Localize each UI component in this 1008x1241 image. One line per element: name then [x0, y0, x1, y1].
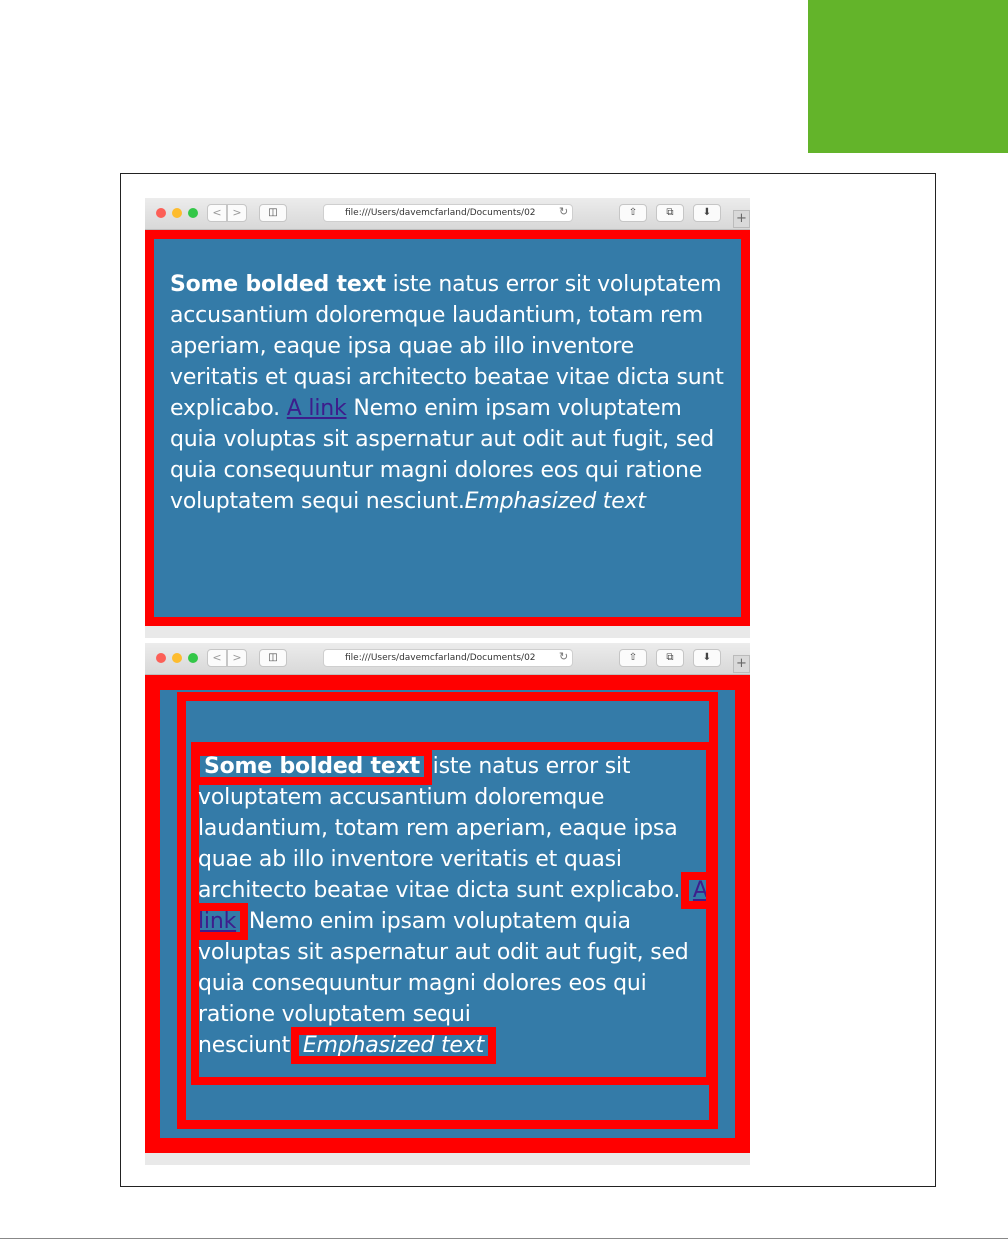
paragraph [170, 269, 725, 517]
minimize-window-icon[interactable] [172, 208, 182, 218]
close-window-icon[interactable] [156, 653, 166, 663]
tab-overview-icon[interactable]: ⧉ [656, 204, 684, 222]
chapter-tab [808, 0, 1008, 153]
body-text-1: iste natus error sit voluptatem accusantium doloremque laudantium, totam rem aperiam, eaque ipsa quae ab illo inventore veritatis et quasi architecto beatae vitae dicta sunt explicabo. [170, 272, 724, 421]
text-link[interactable]: A link [286, 396, 347, 421]
new-tab-button[interactable]: + [733, 210, 750, 228]
emphasized-text: Emphasized text [464, 489, 646, 514]
reload-icon[interactable]: ↻ [559, 650, 569, 663]
emphasized-text: Emphasized text [297, 1033, 490, 1058]
page-divider [0, 1238, 1008, 1239]
body-text-2: Nemo enim ipsam voluptatem quia voluptas sit aspernatur aut odit aut fugit, sed quia consequuntur magni dolores eos qui ratione voluptatem sequi nesciunt. [198, 909, 689, 1058]
reload-icon[interactable]: ↻ [559, 205, 569, 218]
browser-window-before [145, 198, 750, 638]
forward-button[interactable]: > [227, 649, 247, 667]
zoom-window-icon[interactable] [188, 208, 198, 218]
browser-toolbar [145, 643, 750, 675]
body-box [160, 690, 735, 1138]
close-window-icon[interactable] [156, 208, 166, 218]
new-tab-button[interactable]: + [733, 655, 750, 673]
address-bar[interactable]: file:///Users/davemcfarland/Documents/02 [323, 204, 573, 222]
body-text-1: iste natus error sit voluptatem accusantium doloremque laudantium, totam rem aperiam, eaque ipsa quae ab illo inventore veritatis et quasi architecto beatae vitae dicta sunt explicabo. [198, 754, 687, 903]
downloads-icon[interactable]: ⬇ [693, 649, 721, 667]
downloads-icon[interactable]: ⬇ [693, 204, 721, 222]
minimize-window-icon[interactable] [172, 653, 182, 663]
page-viewport [145, 230, 750, 626]
share-icon[interactable]: ⇧ [619, 204, 647, 222]
back-button[interactable]: < [207, 204, 227, 222]
bold-text: Some bolded text [198, 754, 426, 779]
address-bar[interactable]: file:///Users/davemcfarland/Documents/02 [323, 649, 573, 667]
sidebar-toggle-icon[interactable]: ◫ [259, 204, 287, 222]
page-viewport [145, 675, 750, 1153]
back-button[interactable]: < [207, 649, 227, 667]
zoom-window-icon[interactable] [188, 653, 198, 663]
browser-window-after [145, 643, 750, 1165]
paragraph-box [154, 239, 741, 617]
forward-button[interactable]: > [227, 204, 247, 222]
text-link[interactable]: A link [198, 878, 708, 934]
paragraph [198, 751, 713, 1061]
browser-toolbar [145, 198, 750, 230]
bold-text: Some bolded text [170, 272, 386, 297]
share-icon[interactable]: ⇧ [619, 649, 647, 667]
body-text-2: Nemo enim ipsam voluptatem quia voluptas sit aspernatur aut odit aut fugit, sed quia consequuntur magni dolores eos qui ratione voluptatem sequi nesciunt. [170, 396, 715, 514]
tab-overview-icon[interactable]: ⧉ [656, 649, 684, 667]
sidebar-toggle-icon[interactable]: ◫ [259, 649, 287, 667]
